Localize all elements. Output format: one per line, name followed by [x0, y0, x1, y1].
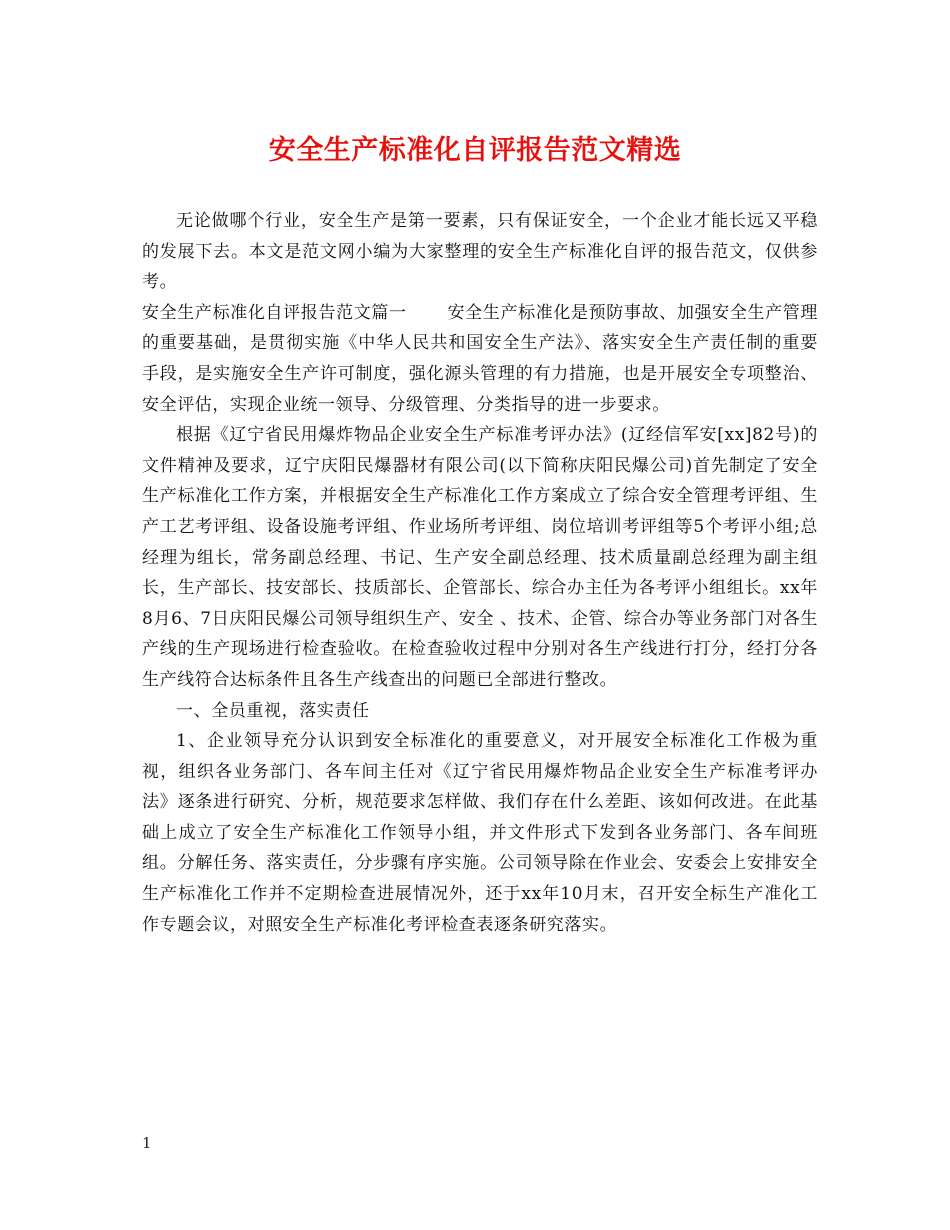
- section-paragraph: [142, 298, 818, 420]
- page-number: 1: [142, 1134, 152, 1152]
- intro-paragraph: 无论做哪个行业，安全生产是第一要素，只有保证安全，一个企业才能长远又平稳的发展下去。本文是范文网小编为大家整理的安全生产标准化自评的报告范文，仅供参考。: [142, 211, 818, 293]
- heading-one: 一、全员重视，落实责任: [176, 700, 370, 721]
- basis-paragraph: 根据《辽宁省民用爆炸物品企业安全生产标准考评办法》(辽经信军安[xx]82号)的文件精神及要求，辽宁庆阳民爆器材有限公司(以下简称庆阳民爆公司)首先制定了安全生产标准化工作方案，并根据安全生产标准化工作方案成立了综合安全管理考评组、生产工艺考评组、设备设施考评组、作业场所考评组、岗位培训考评组等5个考评小组;总经理为组长，常务副总经理、书记、生产安全副总经理、技术质量副总经理为副主组长，生产部长、技安部长、技质部长、企管部长、综合办主任为各考评小组组长。xx年8月6、7日庆阳民爆公司领导组织生产、安全 、技术、企管、综合办等业务部门对各生产线的生产现场进行检查验收。在检查验收过程中分别对各生产线进行打分，经打分各生产线符合达标条件且各生产线查出的问题已全部进行整改。: [142, 425, 818, 690]
- document-body: [142, 206, 818, 940]
- section-text: 安全生产标准化是预防事故、加强安全生产管理的重要基础，是贯彻实施《中华人民共和国安全生产法》、落实安全生产责任制的重要手段，是实施安全生产许可制度，强化源头管理的有力措施，也是开展安全专项整治、安全评估，实现企业统一领导、分级管理、分类指导的进一步要求。: [142, 302, 818, 415]
- item-one-paragraph: 1、企业领导充分认识到安全标准化的重要意义，对开展安全标准化工作极为重视，组织各业务部门、各车间主任对《辽宁省民用爆炸物品企业安全生产标准考评办法》逐条进行研究、分析，规范要求怎样做、我们存在什么差距、该如何改进。在此基础上成立了安全生产标准化工作领导小组，并文件形式下发到各业务部门、各车间班组。分解任务、落实责任，分步骤有序实施。公司领导除在作业会、安委会上安排安全生产标准化工作并不定期检查进展情况外，还于xx年10月末，召开安全标生产准化工作专题会议，对照安全生产标准化考评检查表逐条研究落实。: [142, 731, 818, 935]
- document-title: 安全生产标准化自评报告范文精选: [268, 135, 682, 166]
- section-heading: 安全生产标准化自评报告范文篇一: [142, 302, 407, 323]
